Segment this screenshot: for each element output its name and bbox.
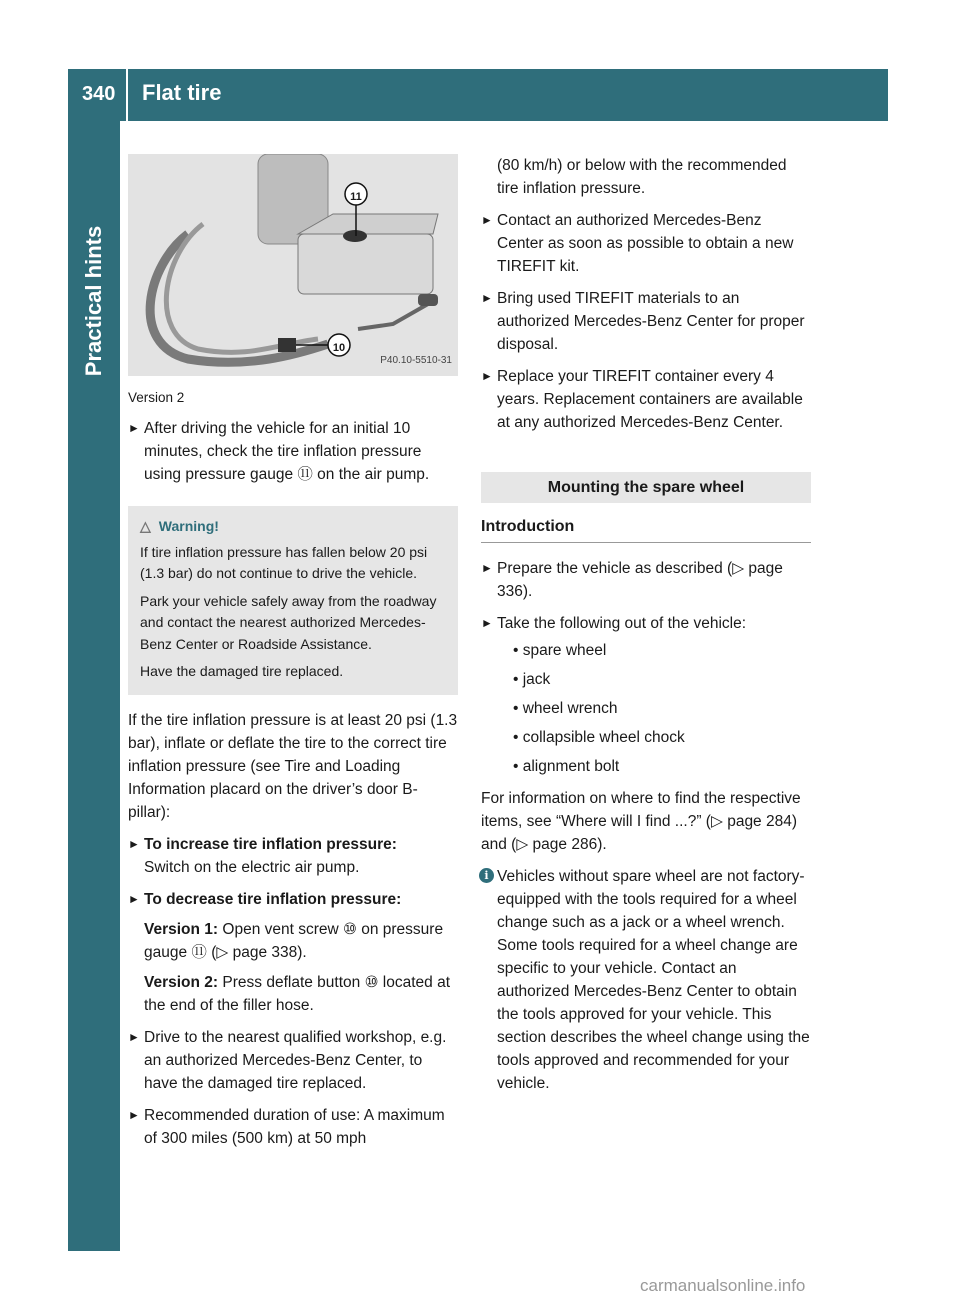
instruction-step [481, 209, 811, 278]
list-item: • spare wheel [513, 642, 607, 659]
figure-code: P40.10-5510-31 [380, 355, 452, 366]
instruction-step [481, 612, 811, 778]
info-text: Vehicles without spare wheel are not factory-equipped with the tools required for a wheel change such as a jack or a wheel wrench. Some tools required for a wheel change are specific to your vehicle. Contact an authorized Mercedes-Benz Center to obtain the tools approved for your vehicle. This section describes the wheel change using the tools approved and recommended for your vehicle. [497, 868, 810, 1092]
item-list [497, 639, 811, 778]
step-text: Contact an authorized Mercedes-Benz Center as soon as possible to obtain a new TIREFIT kit. [497, 212, 794, 275]
instruction-step [128, 1104, 458, 1150]
step-heading: To decrease tire inflation pressure: [144, 890, 402, 908]
section-side-tab [68, 121, 120, 1251]
step-heading: To increase tire inflation pressure: [144, 835, 397, 853]
step-text: Open vent screw ⑩ on pressure gauge ⑪ (▷ page 338). [144, 920, 444, 961]
warning-triangle-icon: △ [140, 518, 151, 534]
subsection-heading: Introduction [481, 515, 811, 543]
instruction-step [481, 287, 811, 356]
step-text: Switch on the electric air pump. [144, 858, 360, 876]
list-item-text: spare wheel [522, 642, 607, 659]
arrow-icon: ► [481, 291, 493, 305]
side-tab-label: Practical hints [81, 225, 106, 377]
arrow-icon: ► [128, 836, 140, 851]
list-item: • alignment bolt [513, 758, 620, 775]
step-text: Replace your TIREFIT container every 4 years. Replacement containers are available at any authorized Mercedes-Benz Center. [497, 368, 803, 431]
page-header [68, 69, 888, 121]
step-text: After driving the vehicle for an initial 10 minutes, check the tire inflation pressure using pressure gauge ⑪ on the air pump. [144, 420, 430, 483]
instruction-step [128, 1026, 458, 1095]
arrow-icon: ► [481, 561, 493, 575]
arrow-icon: ► [128, 421, 140, 435]
arrow-icon: ► [128, 1107, 140, 1122]
arrow-icon: ► [128, 891, 140, 906]
warning-text: If tire inflation pressure has fallen below 20 psi (1.3 bar) do not continue to drive the vehicle. [140, 543, 428, 581]
instruction-step [481, 365, 811, 434]
section-title: Mounting the spare wheel [481, 472, 811, 503]
page-title: Flat tire [142, 80, 222, 105]
list-item: • collapsible wheel chock [513, 729, 685, 746]
figure-caption: Version 2 [128, 390, 185, 405]
paragraph: For information on where to find the respective items, see “Where will I find ...?” (▷ page 284) and (▷ page 286). [481, 790, 801, 853]
right-column [481, 154, 811, 1095]
warning-text: Have the damaged tire replaced. [140, 663, 344, 679]
left-column [128, 154, 458, 1159]
instruction-step [128, 888, 458, 1017]
arrow-icon: ► [481, 369, 493, 383]
instruction-step [481, 557, 811, 603]
step-text: (80 km/h) or below with the recommended tire inflation pressure. [497, 157, 787, 197]
step-text: Press deflate button ⑩ located at the end of the filler hose. [144, 973, 450, 1014]
warning-title: Warning! [158, 518, 219, 534]
list-item-text: alignment bolt [522, 758, 620, 775]
callout-10: 10 [332, 342, 346, 354]
arrow-icon: ► [128, 1029, 140, 1044]
step-text: Bring used TIREFIT materials to an authorized Mercedes-Benz Center for proper disposal. [497, 290, 805, 353]
arrow-icon: ► [481, 213, 493, 227]
step-text: Drive to the nearest qualified workshop, e.g. an authorized Mercedes-Benz Center, to have the damaged tire replaced. [144, 1028, 447, 1092]
paragraph: If the tire inflation pressure is at least 20 psi (1.3 bar), inflate or deflate the tire to the correct tire inflation pressure (see Tire and Loading Information placard on the driver’s door B-pillar): [128, 711, 458, 821]
instruction-step [128, 833, 458, 879]
list-item-text: jack [522, 671, 551, 688]
list-item-text: collapsible wheel chock [522, 729, 685, 746]
tirefit-figure [128, 154, 458, 376]
list-item: • wheel wrench [513, 700, 618, 717]
callout-11: 11 [350, 191, 362, 203]
page-number: 340 [82, 83, 116, 105]
step-text: Take the following out of the vehicle: [497, 615, 747, 632]
info-note [481, 865, 811, 1095]
list-item: • jack [513, 671, 551, 688]
info-icon: i [479, 868, 494, 883]
continued-text [481, 154, 811, 200]
step-text: Prepare the vehicle as described (▷ page 336). [497, 560, 783, 600]
tirefit-kit-illustration [128, 154, 458, 376]
header-divider [126, 69, 128, 121]
arrow-icon: ► [481, 616, 493, 630]
version-label: Version 2: [144, 973, 219, 991]
watermark: carmanualsonline.info [640, 1276, 806, 1295]
instruction-step [128, 417, 458, 486]
step-text: Recommended duration of use: A maximum of 300 miles (500 km) at 50 mph [144, 1106, 445, 1147]
version-label: Version 1: [144, 920, 219, 938]
warning-box [128, 506, 458, 695]
warning-text: Park your vehicle safely away from the roadway and contact the nearest authorized Mercedes-Benz Center or Roadside Assistance. [140, 592, 437, 652]
list-item-text: wheel wrench [522, 700, 618, 717]
